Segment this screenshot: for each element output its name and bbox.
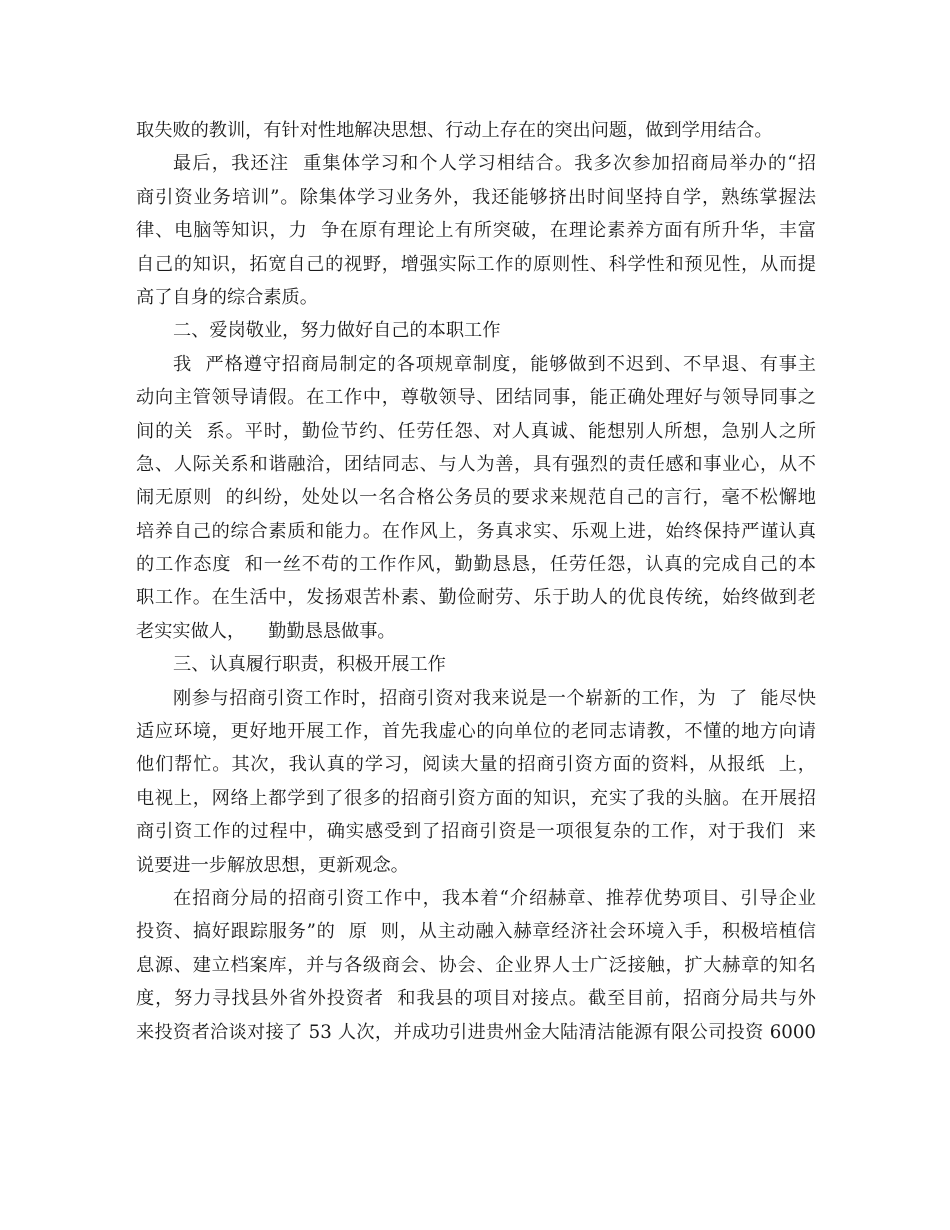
text-line: 投资、搞好跟踪服务”的 原 则，从主动融入赫章经济社会环境入手，积极培植信 [136,921,816,943]
text-line: 来投资者洽谈对接了 53 人次，并成功引进贵州金大陆清洁能源有限公司投资 6000 [136,1021,816,1043]
text-line: 间的关 系。平时，勤俭节约、任劳任怨、对人真诚、能想别人所想，急别人之所 [136,420,816,442]
text-line: 职工作。在生活中，发扬艰苦朴素、勤俭耐劳、乐于助人的优良传统，始终做到老 [136,587,816,609]
text-line: 息源、建立档案库，并与各级商会、协会、企业界人士广泛接触，扩大赫章的知名 [136,954,816,976]
text-line: 取失败的教训，有针对性地解决思想、行动上存在的突出问题，做到学用结合。 [136,120,773,141]
text-line: 度，努力寻找县外省外投资者 和我县的项目对接点。截至目前，招商分局共与外 [136,988,816,1010]
text-line: 电视上，网络上都学到了很多的招商引资方面的知识，充实了我的头脑。在开展招 [136,787,816,809]
text-line: 急、人际关系和谐融洽，团结同志、与人为善，具有强烈的责任感和事业心，从不 [136,453,816,475]
text-line: 动向主管领导请假。在工作中，尊敬领导、团结同事，能正确处理好与领导同事之 [136,387,816,409]
text-line: 商引资业务培训”。除集体学习业务外，我还能够挤出时间坚持自学，熟练掌握法 [136,186,816,208]
text-line: 适应环境，更好地开展工作，首先我虚心的向单位的老同志请教，不懂的地方向请 [136,721,816,743]
text-line: 二、爱岗敬业，努力做好自己的本职工作 [173,320,501,342]
text-line: 闹无原则 的纠纷，处处以一名合格公务员的要求来规范自己的言行，毫不松懈地 [136,487,816,509]
text-line: 的工作态度 和一丝不苟的工作作风，勤勤恳恳，任劳任怨，认真的完成自己的本 [136,554,816,576]
text-line: 刚参与招商引资工作时，招商引资对我来说是一个崭新的工作，为 了 能尽快 [173,687,816,709]
text-line: 三、认真履行职责，积极开展工作 [173,654,446,676]
text-line: 老实实做人， 勤勤恳恳做事。 [136,620,396,642]
text-line: 培养自己的综合素质和能力。在作风上，务真求实、乐观上进，始终保持严谨认真 [136,520,816,542]
text-line: 自己的知识，拓宽自己的视野，增强实际工作的原则性、科学性和预见性，从而提 [136,253,816,275]
body-text [136,114,816,1049]
text-line: 在招商分局的招商引资工作中，我本着“介绍赫章、推荐优势项目、引导企业 [173,887,816,909]
text-line: 商引资工作的过程中，确实感受到了招商引资是一项很复杂的工作，对于我们 来 [136,821,816,843]
text-line: 他们帮忙。其次，我认真的学习，阅读大量的招商引资方面的资料，从报纸 上， [136,754,816,776]
text-line: 高了自身的综合素质。 [136,286,318,308]
text-line: 我 严格遵守招商局制定的各项规章制度，能够做到不迟到、不早退、有事主 [173,353,816,375]
text-line: 律、电脑等知识，力 争在原有理论上有所突破，在理论素养方面有所升华，丰富 [136,220,816,242]
text-line: 说要进一步解放思想，更新观念。 [136,854,409,876]
text-line: 最后，我还注 重集体学习和个人学习相结合。我多次参加招商局举办的“招 [173,153,816,175]
